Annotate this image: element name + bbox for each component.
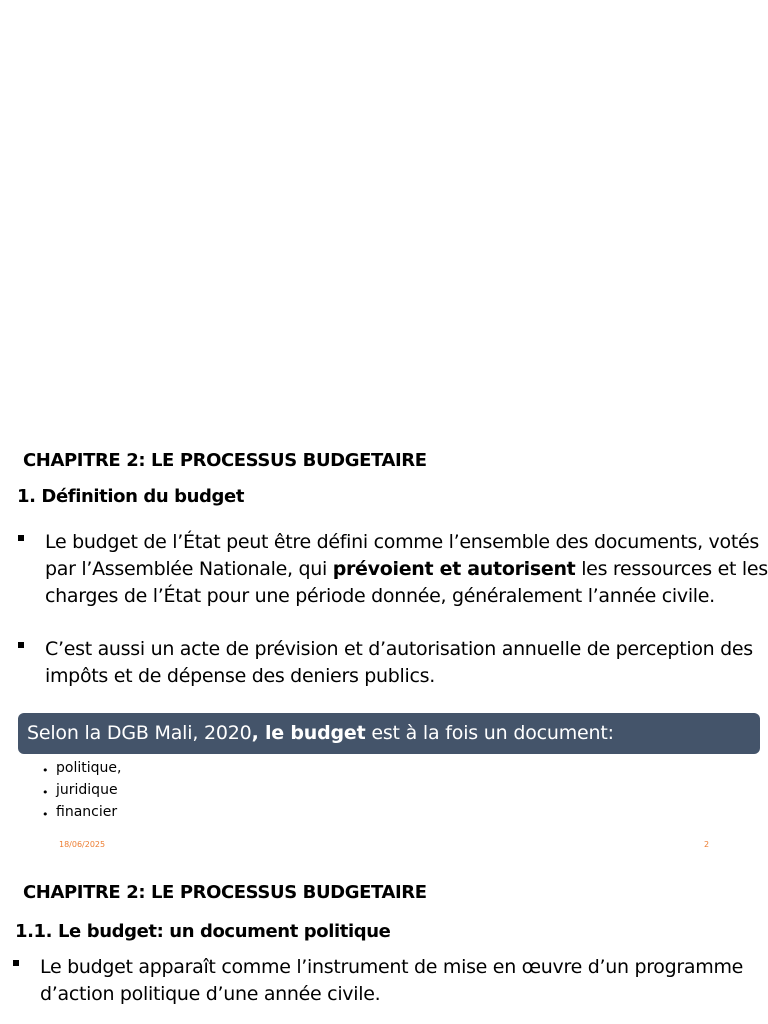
banner-text: est à la fois un document: [365,722,614,744]
page-number: 2 [704,840,710,849]
bullet-square-icon [13,960,19,966]
banner [18,713,760,754]
list-item-label: politique, [56,760,122,776]
bullet-text: les ressources et les [575,558,768,580]
section-title: 1.1. Le budget: un document politique [15,921,391,942]
bullet-square-icon [18,535,24,541]
section-title: 1. Définition du budget [17,486,245,507]
bullet-dot-icon: • [42,786,49,799]
bullet-acte [45,636,753,690]
bullet-line: C’est aussi un acte de prévision et d’autorisation annuelle de perception des [45,638,753,660]
list-item [42,801,121,823]
bullet-line: Le budget apparaît comme l’instrument de mise en œuvre d’un programme [40,956,744,978]
footer-date: 18/06/2025 [59,840,106,849]
bullet-line: charges de l’État pour une période donnée, généralement l’année civile. [45,585,715,607]
chapter-title: CHAPITRE 2: LE PROCESSUS BUDGETAIRE [23,450,427,471]
list-item [42,757,121,779]
banner-text: Selon la DGB Mali, 2020 [27,722,252,744]
bullet-line: d’action politique d’une année civile. [40,983,381,1005]
bullet-politique [40,954,743,1008]
bullet-line [45,556,768,583]
bullet-bold-text: prévoient et autorisent [332,558,576,580]
bullet-text: par l’Assemblée Nationale, qui [45,558,333,580]
document-type-list [42,757,121,823]
bullet-definition [45,529,768,610]
bullet-line: Le budget de l’État peut être défini comme l’ensemble des documents, votés [45,531,759,553]
list-item-label: juridique [56,782,118,798]
bullet-dot-icon: • [42,764,49,777]
banner-bold-text: , le budget [251,722,366,744]
chapter-title: CHAPITRE 2: LE PROCESSUS BUDGETAIRE [23,882,427,903]
bullet-dot-icon: • [42,808,49,821]
bullet-square-icon [18,642,24,648]
bullet-line: impôts et de dépense des deniers publics. [45,665,436,687]
list-item-label: financier [56,804,118,820]
list-item [42,779,121,801]
